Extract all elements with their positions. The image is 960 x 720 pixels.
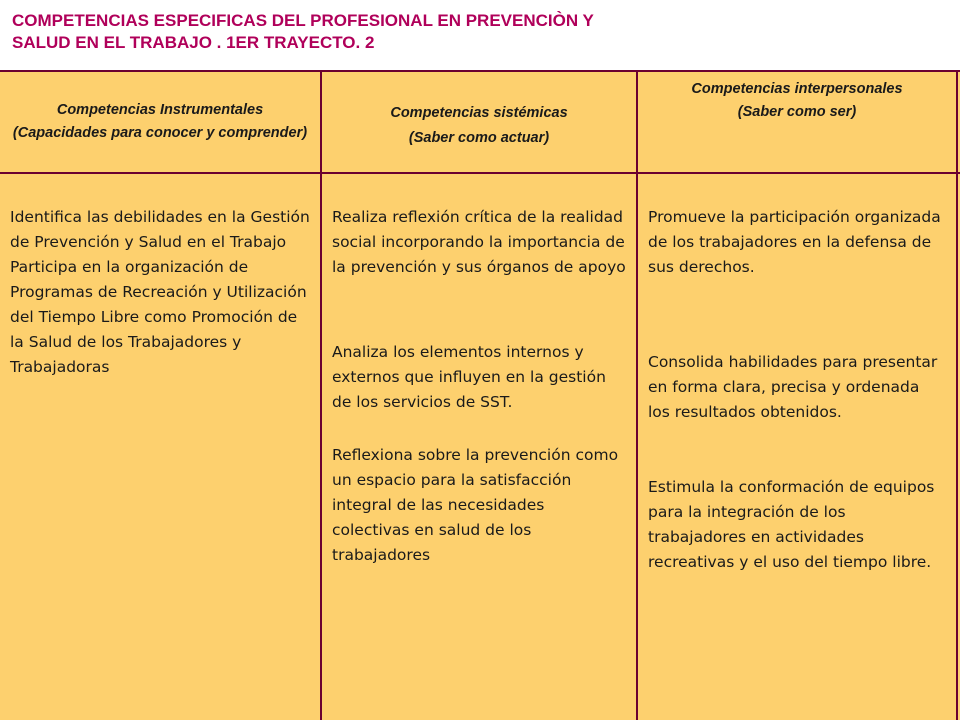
cell-sistemicas <box>322 175 636 720</box>
list-item: Estimula la conformación de equipos para la integración de los trabajadores en actividades recreativas y el uso del tiempo libre. <box>648 478 935 571</box>
list-item: Promueve la participación organizada de los trabajadores en la defensa de sus derechos. <box>648 208 941 276</box>
cell-instrumentales <box>0 175 320 720</box>
header-title: Competencias sistémicas <box>390 105 568 121</box>
list-item: Analiza los elementos internos y externos que influyen en la gestión de los servicios de SST. <box>332 343 606 411</box>
header-sistemicas <box>322 72 636 172</box>
list-item: Identifica las debilidades en la Gestión de Prevención y Salud en el Trabajo <box>10 208 310 251</box>
header-subtitle: (Saber como actuar) <box>408 130 550 146</box>
list-item: Participa en la organización de Programas de Recreación y Utilización del Tiempo Libre como Promoción de la Salud de los Trabajadores y Trabajadoras <box>10 258 307 376</box>
title-line-2: SALUD EN EL TRABAJO . 1ER TRAYECTO. 2 <box>12 33 375 52</box>
header-subtitle: (Capacidades para conocer y comprender) <box>12 125 308 141</box>
header-title: Competencias interpersonales <box>691 81 903 97</box>
header-title: Competencias Instrumentales <box>56 102 264 118</box>
list-item: Realiza reflexión crítica de la realidad social incorporando la importancia de la prevención y sus órganos de apoyo <box>332 208 626 276</box>
page-title <box>12 10 942 54</box>
header-divider <box>0 172 960 174</box>
cell-interpersonales <box>638 175 956 720</box>
header-subtitle: (Saber como ser) <box>737 104 857 120</box>
list-item: Consolida habilidades para presentar en forma clara, precisa y ordenada los resultados obtenidos. <box>648 353 938 421</box>
header-interpersonales <box>638 72 956 172</box>
competencies-table <box>0 70 960 720</box>
header-instrumentales <box>0 72 320 172</box>
list-item: Reflexiona sobre la prevención como un espacio para la satisfacción integral de las necesidades colectivas en salud de los trabajadores <box>332 446 619 564</box>
title-line-1: COMPETENCIAS ESPECIFICAS DEL PROFESIONAL EN PREVENCIÒN Y <box>12 11 594 30</box>
table-right-border <box>956 72 958 720</box>
